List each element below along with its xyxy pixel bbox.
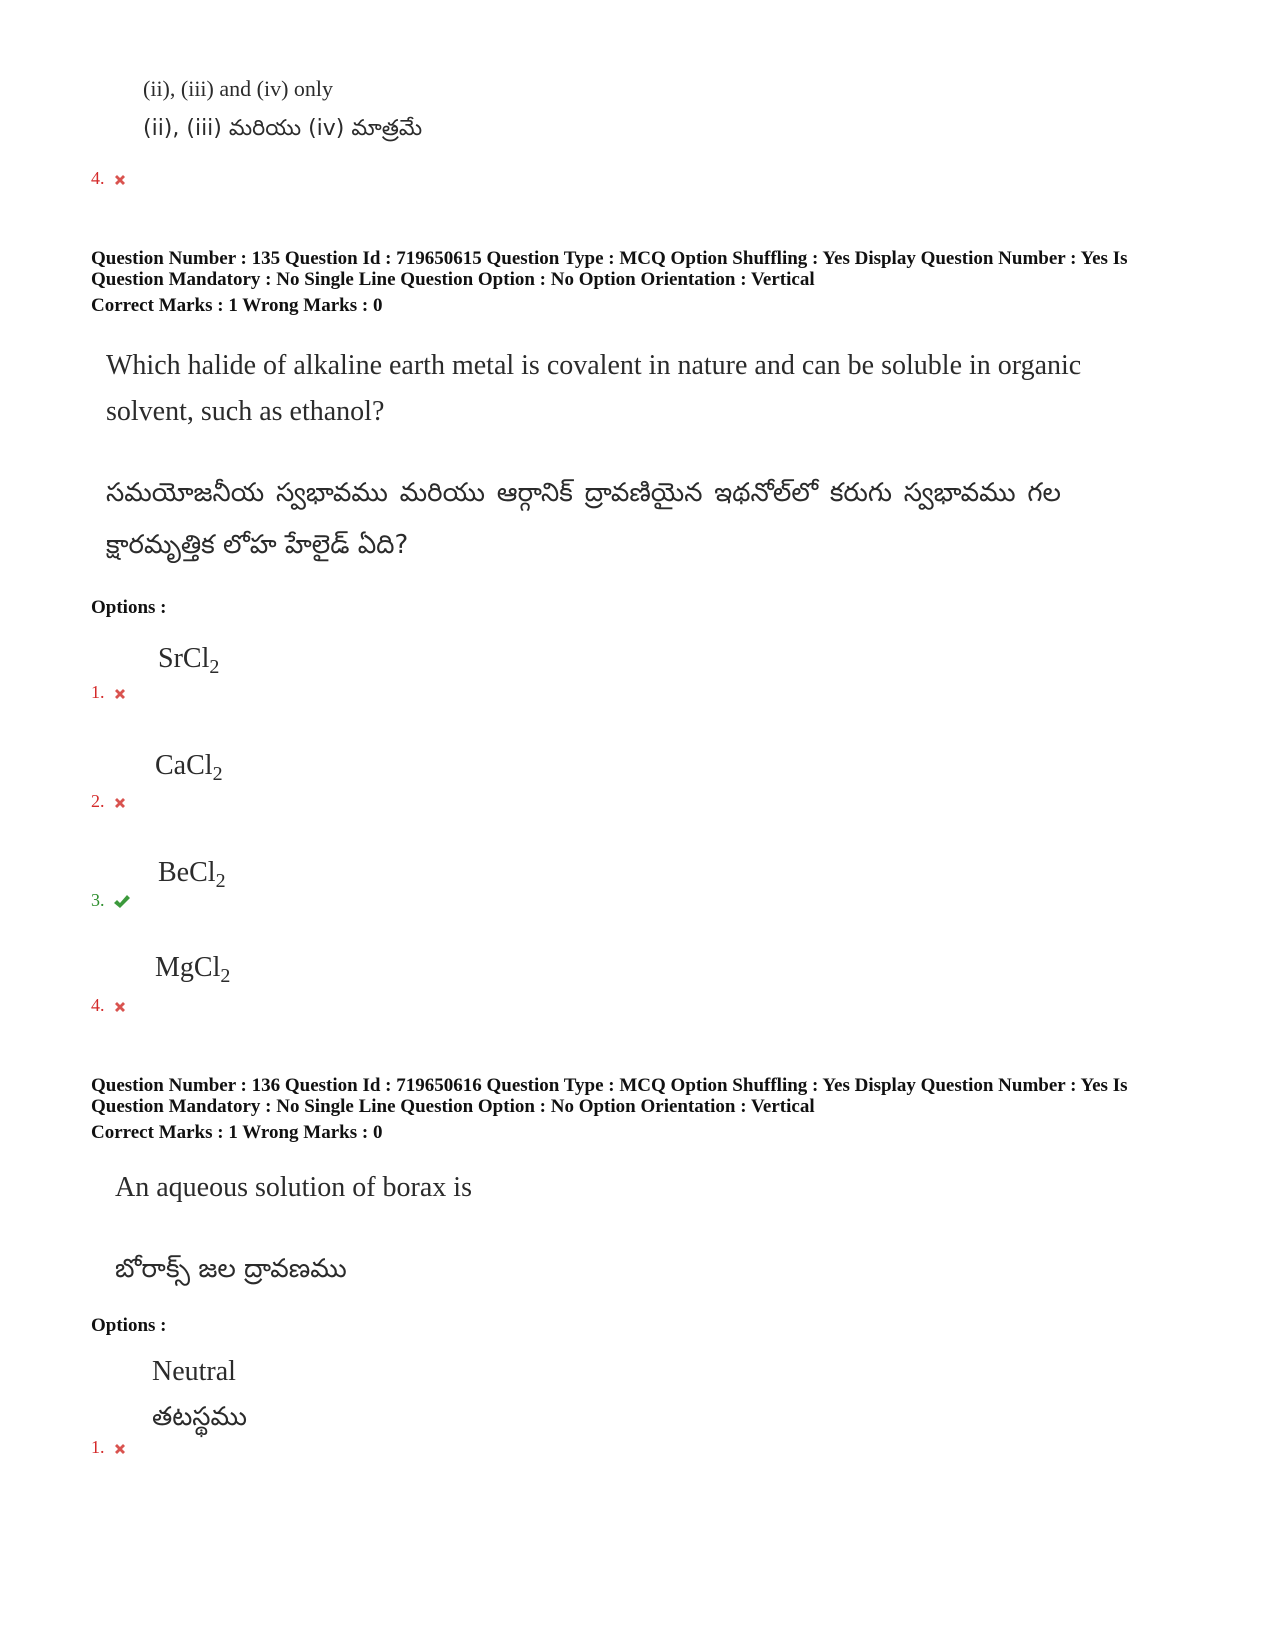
q135-option-1-number	[91, 682, 127, 703]
q135-option-2-number	[91, 791, 127, 812]
formula-base: CaCl	[155, 750, 213, 781]
formula-base: MgCl	[155, 952, 221, 983]
wrong-mark-icon	[113, 173, 127, 187]
option-number-label: 4.	[91, 168, 105, 188]
formula-base: SrCl	[158, 643, 210, 674]
prev-option-text-en: (ii), (iii) and (iv) only	[143, 76, 334, 101]
wrong-mark-icon	[113, 1000, 127, 1014]
q135-option-4-formula	[155, 952, 230, 988]
formula-base: BeCl	[158, 857, 216, 888]
wrong-mark-icon	[113, 1442, 127, 1456]
q136-meta-line1: Question Number : 136 Question Id : 719650616 Question Type : MCQ Option Shuffling : Yes Display Question Number : Yes Is	[91, 1075, 1128, 1096]
prev-option-number	[91, 168, 127, 189]
formula-subscript: 2	[215, 870, 226, 892]
q135-text-en-line1: Which halide of alkaline earth metal is covalent in nature and can be soluble in organic	[106, 350, 1082, 381]
q136-option-1-number	[91, 1437, 127, 1458]
option-number-label: 1.	[91, 1437, 105, 1457]
wrong-mark-icon	[113, 796, 127, 810]
q135-text-te-line1: సమయోజనీయ స్వభావము మరియు ఆర్గానిక్ ద్రావణియైన ఇథనోల్‌లో కరుగు స్వభావము గల	[106, 478, 1061, 508]
wrong-mark-icon	[113, 687, 127, 701]
q136-options-label: Options :	[91, 1315, 167, 1336]
formula-subscript: 2	[212, 763, 223, 785]
q136-option-1-text-te: తటస్థము	[152, 1402, 248, 1432]
q136-text-te: బోరాక్స్ జల ద్రావణము	[115, 1254, 347, 1284]
option-number-label: 4.	[91, 995, 105, 1015]
formula-subscript: 2	[209, 656, 220, 678]
q135-option-3-formula	[158, 857, 226, 893]
q136-marks: Correct Marks : 1 Wrong Marks : 0	[91, 1122, 383, 1143]
q135-option-4-number	[91, 995, 127, 1016]
option-number-label: 3.	[91, 890, 105, 910]
q136-option-1-text-en: Neutral	[152, 1356, 236, 1387]
q135-text-te-line2: క్షారమృత్తిక లోహ హేలైడ్ ఏది?	[106, 530, 409, 560]
q135-option-1-formula	[158, 643, 219, 679]
q135-option-2-formula	[155, 750, 223, 786]
q136-text-en: An aqueous solution of borax is	[115, 1172, 472, 1203]
q135-meta-line1: Question Number : 135 Question Id : 719650615 Question Type : MCQ Option Shuffling : Yes Display Question Number : Yes Is	[91, 248, 1128, 269]
q136-meta-line2: Question Mandatory : No Single Line Question Option : No Option Orientation : Vertical	[91, 1096, 815, 1117]
option-number-label: 1.	[91, 682, 105, 702]
q135-text-en-line2: solvent, such as ethanol?	[106, 396, 385, 427]
q135-meta-line2: Question Mandatory : No Single Line Question Option : No Option Orientation : Vertical	[91, 269, 815, 290]
prev-option-text-te: (ii), (iii) మరియు (iv) మాత్రమే	[143, 116, 423, 141]
q135-option-3-number	[91, 890, 131, 911]
formula-subscript: 2	[220, 965, 231, 987]
option-number-label: 2.	[91, 791, 105, 811]
q135-options-label: Options :	[91, 597, 167, 618]
correct-check-icon	[113, 894, 131, 910]
q135-marks: Correct Marks : 1 Wrong Marks : 0	[91, 295, 383, 316]
